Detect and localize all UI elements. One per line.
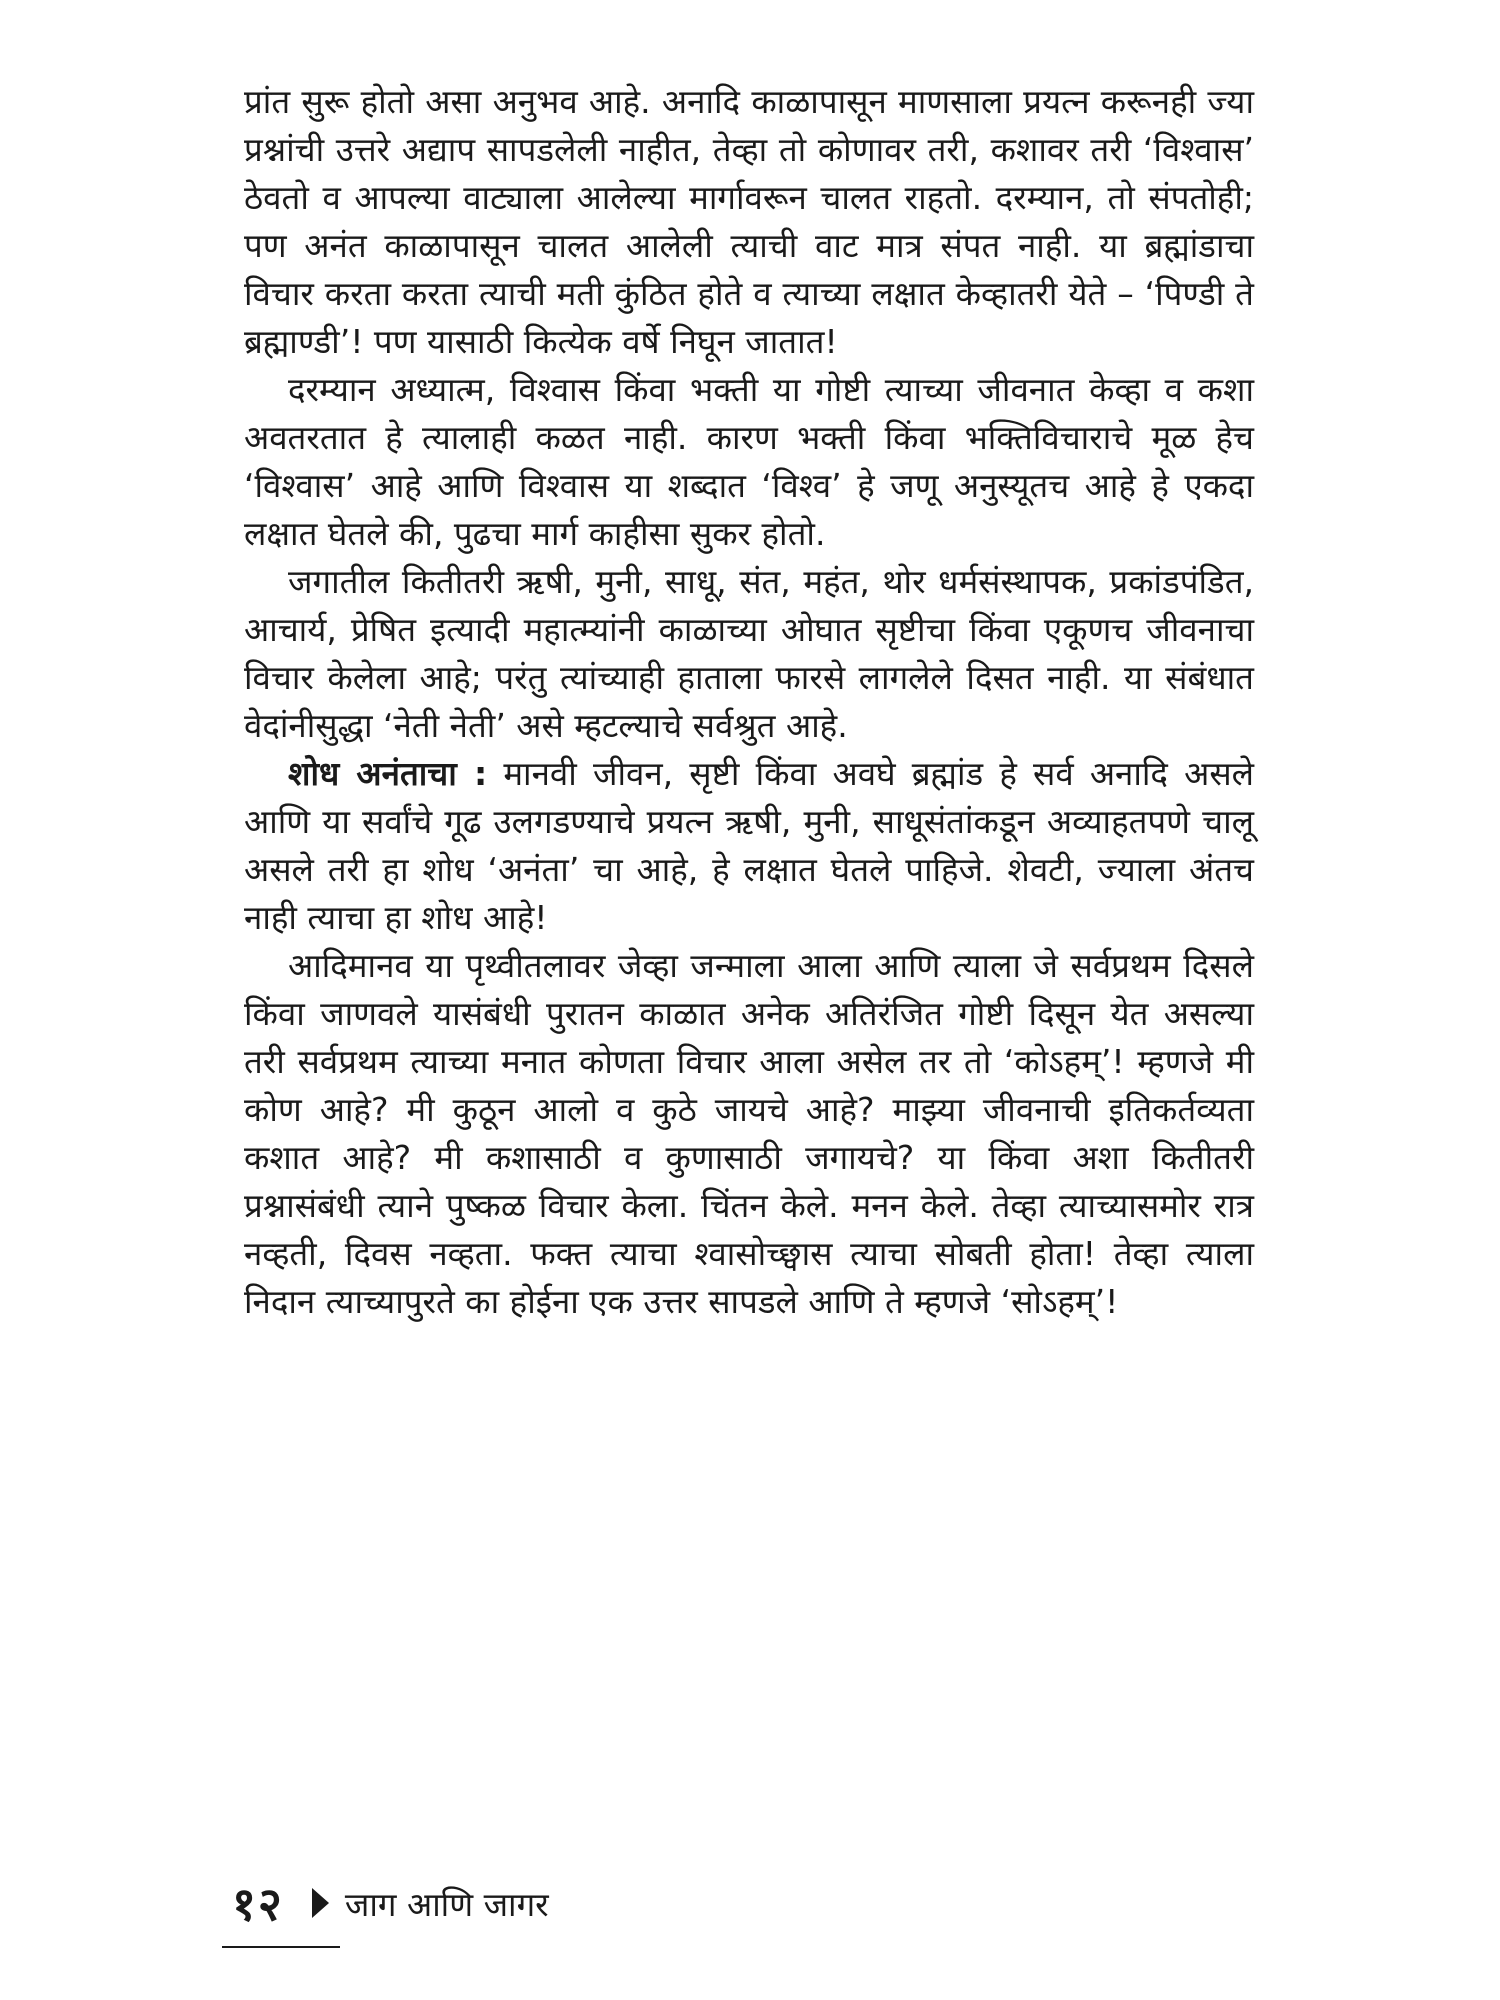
paragraph-1: प्रांत सुरू होतो असा अनुभव आहे. अनादि काळापासून माणसाला प्रयत्न करूनही ज्या प्रश्नांची उत्तरे अद्याप सापडलेली नाहीत, तेव्हा तो कोणावर तरी, कशावर तरी ‘विश्वास’ ठेवतो व आपल्या वाट्याला आलेल्या मार्गावरून चालत राहतो. दरम्यान, तो संपतोही; पण अनंत काळापासून चालत आलेली त्याची वाट मात्र संपत नाही. या ब्रह्मांडाचा विचार करता करता त्याची मती कुंठित होते व त्याच्या लक्षात केव्हातरी येते – ‘पिण्डी ते ब्रह्माण्डी’! पण यासाठी कित्येक वर्षे निघून जातात! [244, 82, 1254, 361]
section-text: मानवी जीवन, सृष्टी किंवा अवघे ब्रह्मांड हे सर्व अनादि असले आणि या सर्वांचे गूढ उलगडण्याचे प्रयत्न ऋषी, मुनी, साधूसंतांकडून अव्याहतपणे चालू असले तरी हा शोध ‘अनंता’ चा आहे, हे लक्षात घेतले पाहिजे. शेवटी, ज्याला अंतच नाही त्याचा हा शोध आहे! [244, 754, 1255, 937]
paragraph-3: जगातील कितीतरी ऋषी, मुनी, साधू, संत, महंत, थोर धर्मसंस्थापक, प्रकांडपंडित, आचार्य, प्रेषित इत्यादी महात्म्यांनी काळाच्या ओघात सृष्टीचा किंवा एकूणच जीवनाचा विचार केलेला आहे; परंतु त्यांच्याही हाताला फारसे लागलेले दिसत नाही. या संबंधात वेदांनीसुद्धा ‘नेती नेती’ असे म्हटल्याचे सर्वश्रुत आहे. [244, 562, 1254, 745]
page-number: १२ [232, 1877, 284, 1931]
body-text [244, 78, 1254, 1326]
closing-paragraph: आदिमानव या पृथ्वीतलावर जेव्हा जन्माला आला आणि त्याला जे सर्वप्रथम दिसले किंवा जाणवले यासंबंधी पुरातन काळात अनेक अतिरंजित गोष्टी दिसून येत असल्या तरी सर्वप्रथम त्याच्या मनात कोणता विचार आला असेल तर तो ‘कोऽहम्’! म्हणजे मी कोण आहे? मी कुठून आलो व कुठे जायचे आहे? माझ्या जीवनाची इतिकर्तव्यता कशात आहे? मी कशासाठी व कुणासाठी जगायचे? या किंवा अशा कितीतरी प्रश्नासंबंधी त्याने पुष्कळ विचार केला. चिंतन केले. मनन केले. तेव्हा त्याच्यासमोर रात्र नव्हती, दिवस नव्हता. फक्त त्याचा श्वासोच्छ्वास त्याचा सोबती होता! तेव्हा त्याला निदान त्याच्यापुरते का होईना एक उत्तर सापडले आणि ते म्हणजे ‘सोऽहम्’! [244, 946, 1254, 1321]
paragraph-2: दरम्यान अध्यात्म, विश्वास किंवा भक्ती या गोष्टी त्याच्या जीवनात केव्हा व कशा अवतरतात हे त्यालाही कळत नाही. कारण भक्ती किंवा भक्तिविचाराचे मूळ हेच ‘विश्वास’ आहे आणि विश्वास या शब्दात ‘विश्व’ हे जणू अनुस्यूतच आहे हे एकदा लक्षात घेतले की, पुढचा मार्ग काहीसा सुकर होतो. [244, 370, 1254, 553]
book-title: जाग आणि जागर [344, 1884, 549, 1924]
play-arrow-icon [312, 1888, 329, 1918]
page-footer [232, 1868, 549, 1938]
section-paragraph [244, 750, 1254, 942]
section-heading: शोध अनंताचा : [288, 754, 488, 793]
footer-divider [222, 1946, 340, 1948]
